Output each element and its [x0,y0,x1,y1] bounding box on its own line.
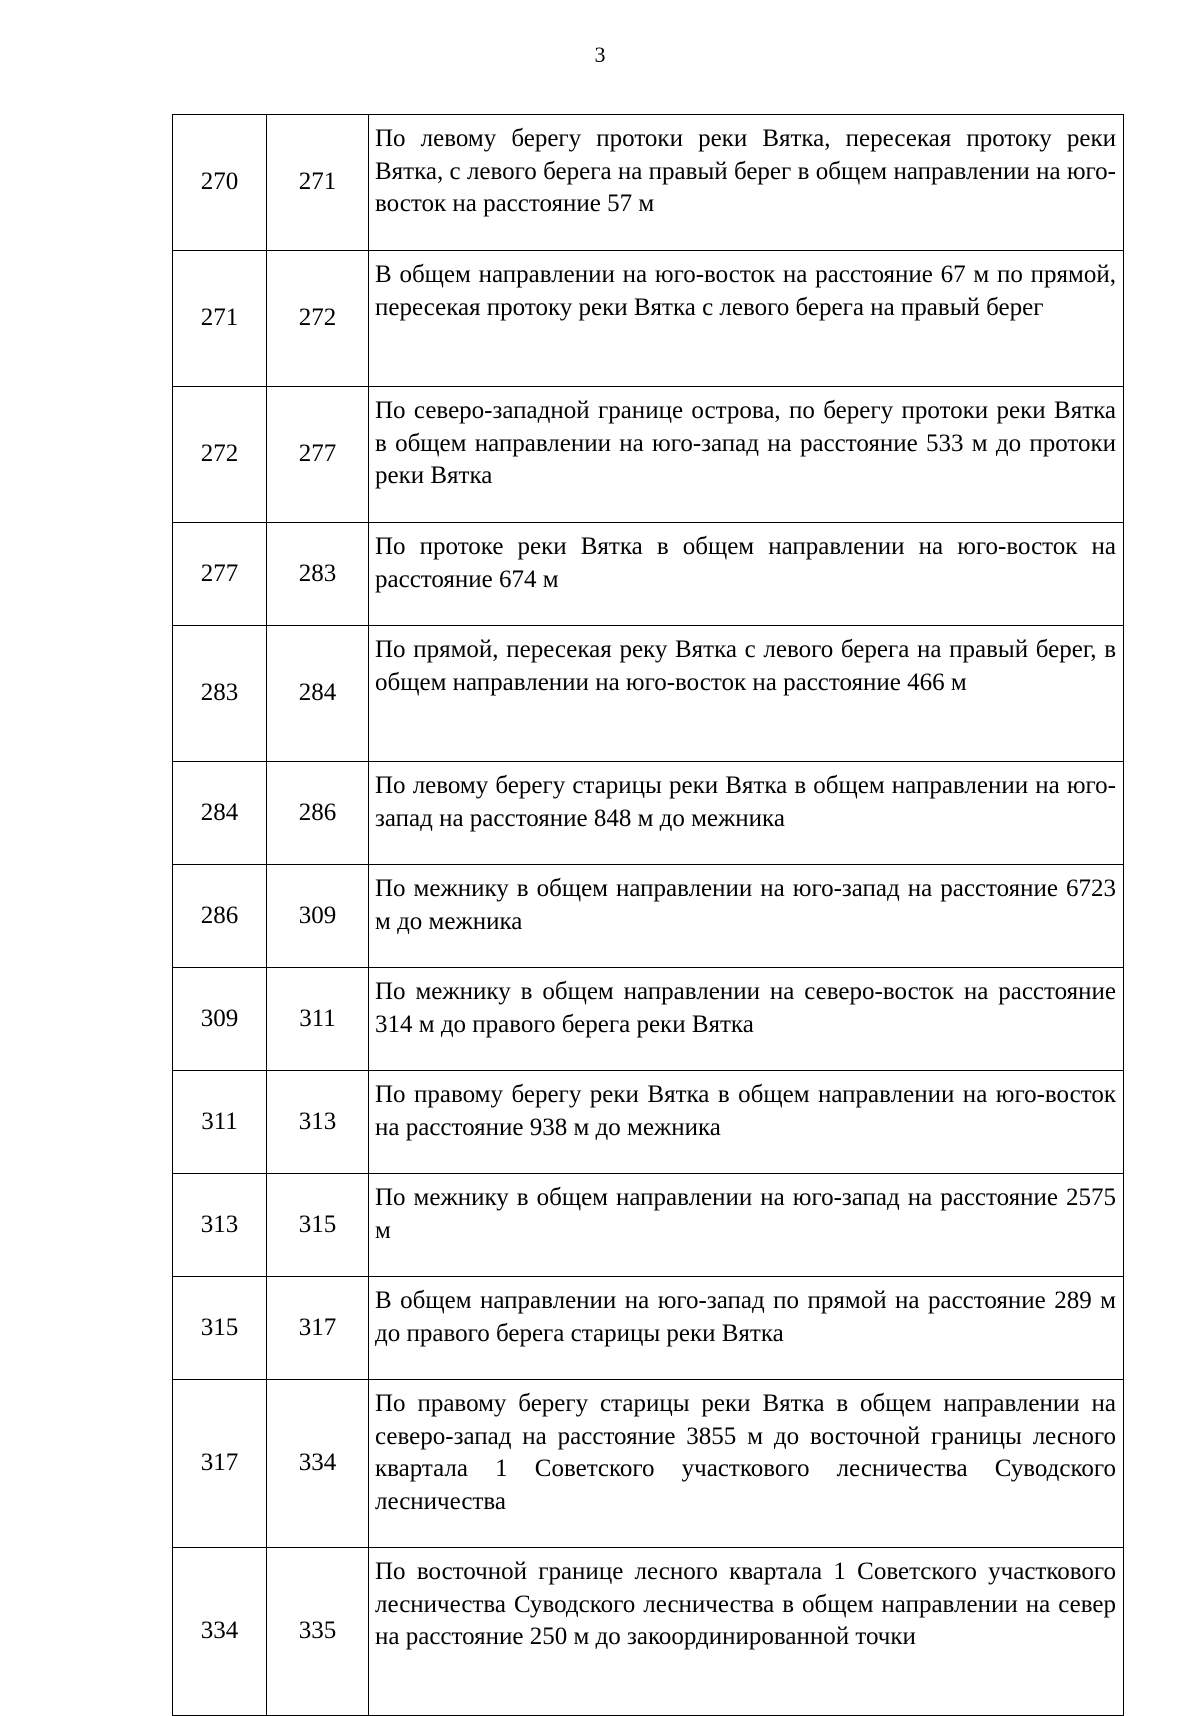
from-point-cell: 309 [173,968,267,1071]
page-number: 3 [594,42,606,67]
from-point-cell: 272 [173,387,267,523]
description-cell: В общем направлении на юго-запад по прямой на расстояние 289 м до правого берега старицы реки Вятка [369,1277,1124,1380]
table-row [173,1174,1124,1277]
to-point-cell: 283 [267,523,369,626]
description-cell: По левому берегу протоки реки Вятка, пересекая протоку реки Вятка, с левого берега на правый берег в общем направлении на юго-восток на расстояние 57 м [369,115,1124,251]
to-point-cell: 311 [267,968,369,1071]
table-row [173,968,1124,1071]
table-row [173,251,1124,387]
boundary-table [172,114,1124,1716]
from-point-cell: 311 [173,1071,267,1174]
from-point-cell: 334 [173,1548,267,1716]
to-point-cell: 277 [267,387,369,523]
to-point-cell: 272 [267,251,369,387]
description-cell: По протоке реки Вятка в общем направлении на юго-восток на расстояние 674 м [369,523,1124,626]
table-row [173,762,1124,865]
from-point-cell: 286 [173,865,267,968]
from-point-cell: 283 [173,626,267,762]
to-point-cell: 309 [267,865,369,968]
description-cell: По левому берегу старицы реки Вятка в общем направлении на юго-запад на расстояние 848 м до межника [369,762,1124,865]
table-row [173,523,1124,626]
from-point-cell: 284 [173,762,267,865]
description-cell: По прямой, пересекая реку Вятка с левого берега на правый берег, в общем направлении на юго-восток на расстояние 466 м [369,626,1124,762]
table-row [173,387,1124,523]
to-point-cell: 334 [267,1380,369,1548]
table-row [173,1071,1124,1174]
description-cell: По правому берегу старицы реки Вятка в общем направлении на северо-запад на расстояние 3855 м до восточной границы лесного квартала 1 Советского участкового лесничества Суводского лесничества [369,1380,1124,1548]
table-row [173,626,1124,762]
to-point-cell: 284 [267,626,369,762]
table-row [173,1548,1124,1716]
to-point-cell: 317 [267,1277,369,1380]
table-row [173,115,1124,251]
from-point-cell: 270 [173,115,267,251]
description-cell: По правому берегу реки Вятка в общем направлении на юго-восток на расстояние 938 м до межника [369,1071,1124,1174]
to-point-cell: 335 [267,1548,369,1716]
from-point-cell: 277 [173,523,267,626]
description-cell: По восточной границе лесного квартала 1 Советского участкового лесничества Суводского лесничества в общем направлении на север на расстояние 250 м до закоординированной точки [369,1548,1124,1716]
to-point-cell: 315 [267,1174,369,1277]
from-point-cell: 315 [173,1277,267,1380]
table-row [173,865,1124,968]
table-row [173,1277,1124,1380]
to-point-cell: 286 [267,762,369,865]
from-point-cell: 313 [173,1174,267,1277]
description-cell: В общем направлении на юго-восток на расстояние 67 м по прямой, пересекая протоку реки Вятка с левого берега на правый берег [369,251,1124,387]
table-row [173,1380,1124,1548]
to-point-cell: 271 [267,115,369,251]
to-point-cell: 313 [267,1071,369,1174]
description-cell: По межнику в общем направлении на юго-запад на расстояние 2575 м [369,1174,1124,1277]
description-cell: По межнику в общем направлении на юго-запад на расстояние 6723 м до межника [369,865,1124,968]
from-point-cell: 317 [173,1380,267,1548]
from-point-cell: 271 [173,251,267,387]
description-cell: По межнику в общем направлении на северо-восток на расстояние 314 м до правого берега реки Вятка [369,968,1124,1071]
description-cell: По северо-западной границе острова, по берегу протоки реки Вятка в общем направлении на юго-запад на расстояние 533 м до протоки реки Вятка [369,387,1124,523]
